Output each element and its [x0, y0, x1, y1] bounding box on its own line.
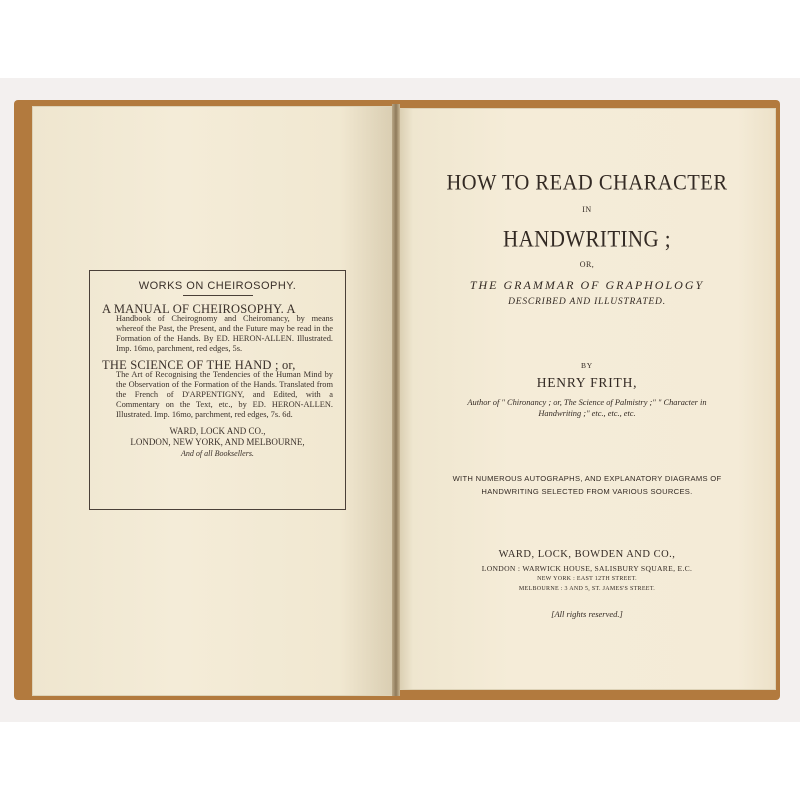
advertisement-box	[89, 270, 346, 510]
author-note: Author of " Chironancy ; or, The Science of Palmistry ;" " Character in Handwriting ;" etc., etc., etc.	[467, 398, 707, 418]
title-or: OR,	[579, 260, 595, 269]
author-name: HENRY FRITH,	[536, 375, 638, 390]
ad-heading: WORKS ON CHEIROSOPHY.	[138, 280, 297, 292]
book-title-line1: HOW TO READ CHARACTER	[446, 170, 728, 196]
publisher-london: LONDON : WARWICK HOUSE, SALISBURY SQUARE, E.C.	[481, 564, 693, 573]
book-title-line2: HANDWRITING ;	[503, 225, 671, 253]
ad-publisher	[102, 426, 333, 459]
publisher-new-york: NEW YORK : EAST 12TH STREET.	[537, 576, 637, 582]
ad-entry-science	[102, 360, 333, 420]
rights-reserved: [All rights reserved.]	[551, 609, 623, 619]
publisher-name: WARD, LOCK, BOWDEN AND CO.,	[498, 549, 676, 560]
title-in: IN	[582, 205, 592, 214]
ad-publisher-cities: LONDON, NEW YORK, AND MELBOURNE,	[130, 437, 305, 447]
book-subtitle: THE GRAMMAR OF GRAPHOLOGY	[469, 278, 705, 292]
by-label: BY	[580, 361, 594, 370]
ad-rule	[183, 295, 253, 296]
ad-entry-text: Handbook of Cheirognomy and Cheiromancy, by means whereof the Past, the Present, and the Future may be read in the Formation of the Hands. By ED. HERON-ALLEN. Illustrated. Imp. 16mo, parchment, red edges, 5s.	[116, 314, 333, 353]
ad-publisher-name: WARD, LOCK AND CO.,	[169, 426, 266, 436]
ad-entry-text: The Art of Recognising the Tendencies of the Human Mind by the Observation of the Formation of the Hands. Translated from the French of D'ARPENTIGNY, and Edited, with a Commentary on the Text, etc., by ED. HERON-ALLEN. Illustrated. Imp. 16mo, parchment, red edges, 7s. 6d.	[116, 370, 333, 419]
ad-entry-title: A MANUAL OF CHEIROSOPHY. A	[102, 302, 296, 316]
ad-entry-title: THE SCIENCE OF THE HAND ; or,	[102, 358, 296, 372]
ad-publisher-booksellers: And of all Booksellers.	[181, 449, 254, 458]
book-subtitle-2: DESCRIBED AND ILLUSTRATED.	[508, 297, 666, 307]
ad-entry-manual	[102, 304, 333, 354]
publisher-melbourne: MELBOURNE : 3 AND 5, ST. JAMES'S STREET.	[518, 586, 656, 592]
autographs-note: WITH NUMEROUS AUTOGRAPHS, AND EXPLANATORY DIAGRAMS OF HANDWRITING SELECTED FROM VARIOUS SOURCES.	[452, 474, 722, 496]
